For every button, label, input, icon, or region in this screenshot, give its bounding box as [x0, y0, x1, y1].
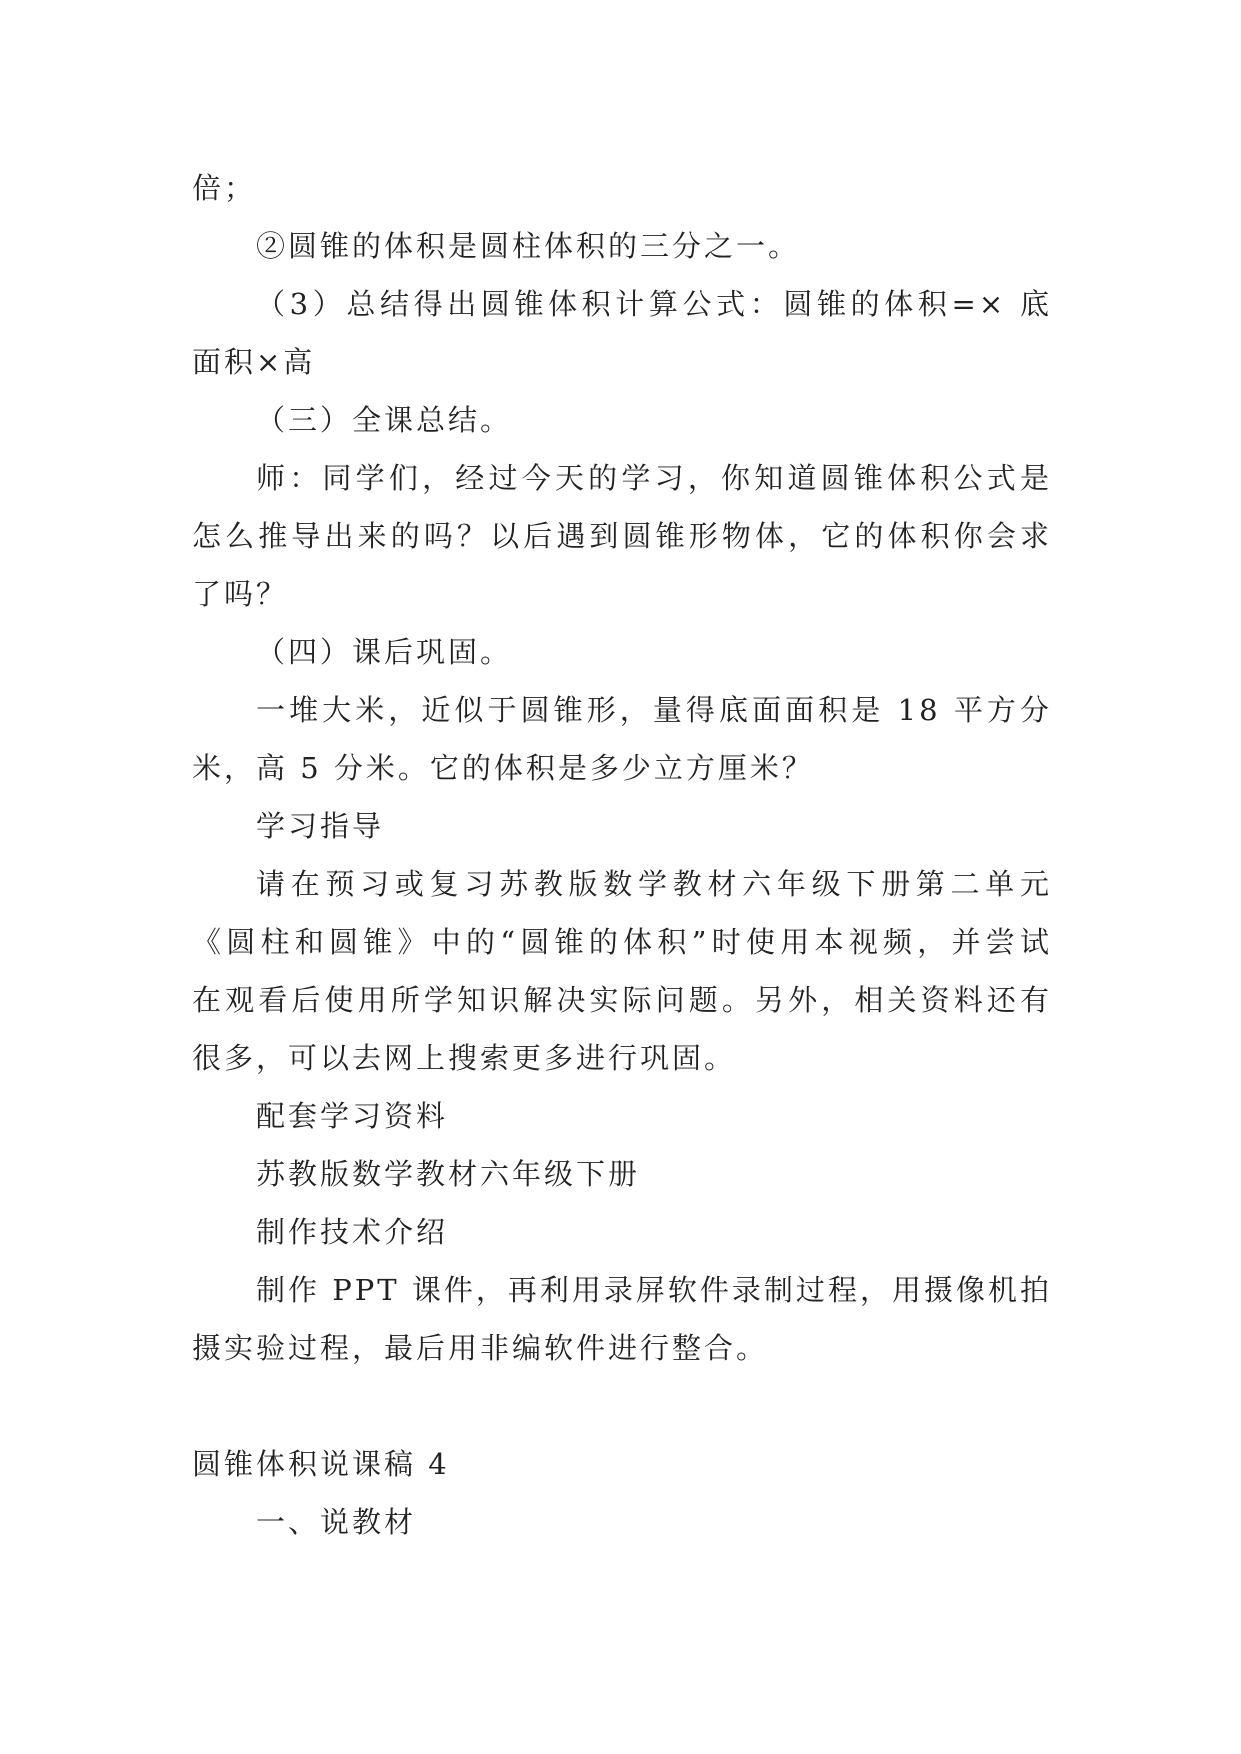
section-heading: （四）课后巩固。: [256, 635, 513, 669]
text-line: 师：同学们，经过今天的学习，你知道圆锥体积公式是: [256, 461, 1052, 495]
text-line: ②圆锥的体积是圆柱体积的三分之一。: [256, 229, 801, 263]
text-line: 很多，可以去网上搜索更多进行巩固。: [192, 1041, 737, 1075]
text-line: 面积×高: [192, 345, 316, 379]
section-heading: 学习指导: [256, 809, 385, 843]
text-line: 一堆大米，近似于圆锥形，量得底面面积是 18 平方分: [256, 693, 1052, 727]
document-title: 圆锥体积说课稿 4: [192, 1447, 450, 1481]
text-line: 怎么推导出来的吗？以后遇到圆锥形物体，它的体积你会求: [192, 519, 1052, 553]
text-line: 《圆柱和圆锥》中的“圆锥的体积”时使用本视频，并尝试: [192, 925, 1052, 959]
text-line: （3）总结得出圆锥体积计算公式：圆锥的体积=× 底: [256, 287, 1052, 321]
section-heading: 制作技术介绍: [256, 1215, 449, 1249]
text-line: 请在预习或复习苏教版数学教材六年级下册第二单元: [256, 867, 1052, 901]
section-heading: 一、说教材: [256, 1505, 417, 1539]
text-line: 在观看后使用所学知识解决实际问题。另外，相关资料还有: [192, 983, 1052, 1017]
text-line: 制作 PPT 课件，再利用录屏软件录制过程，用摄像机拍: [256, 1273, 1052, 1307]
section-heading: （三）全课总结。: [256, 403, 513, 437]
section-heading: 配套学习资料: [256, 1099, 449, 1133]
text-line: 米，高 5 分米。它的体积是多少立方厘米？: [192, 751, 814, 785]
text-line: 了吗？: [192, 577, 289, 611]
text-line: 苏教版数学教材六年级下册: [256, 1157, 641, 1191]
text-line: 摄实验过程，最后用非编软件进行整合。: [192, 1331, 769, 1365]
text-line: 倍；: [192, 171, 257, 205]
